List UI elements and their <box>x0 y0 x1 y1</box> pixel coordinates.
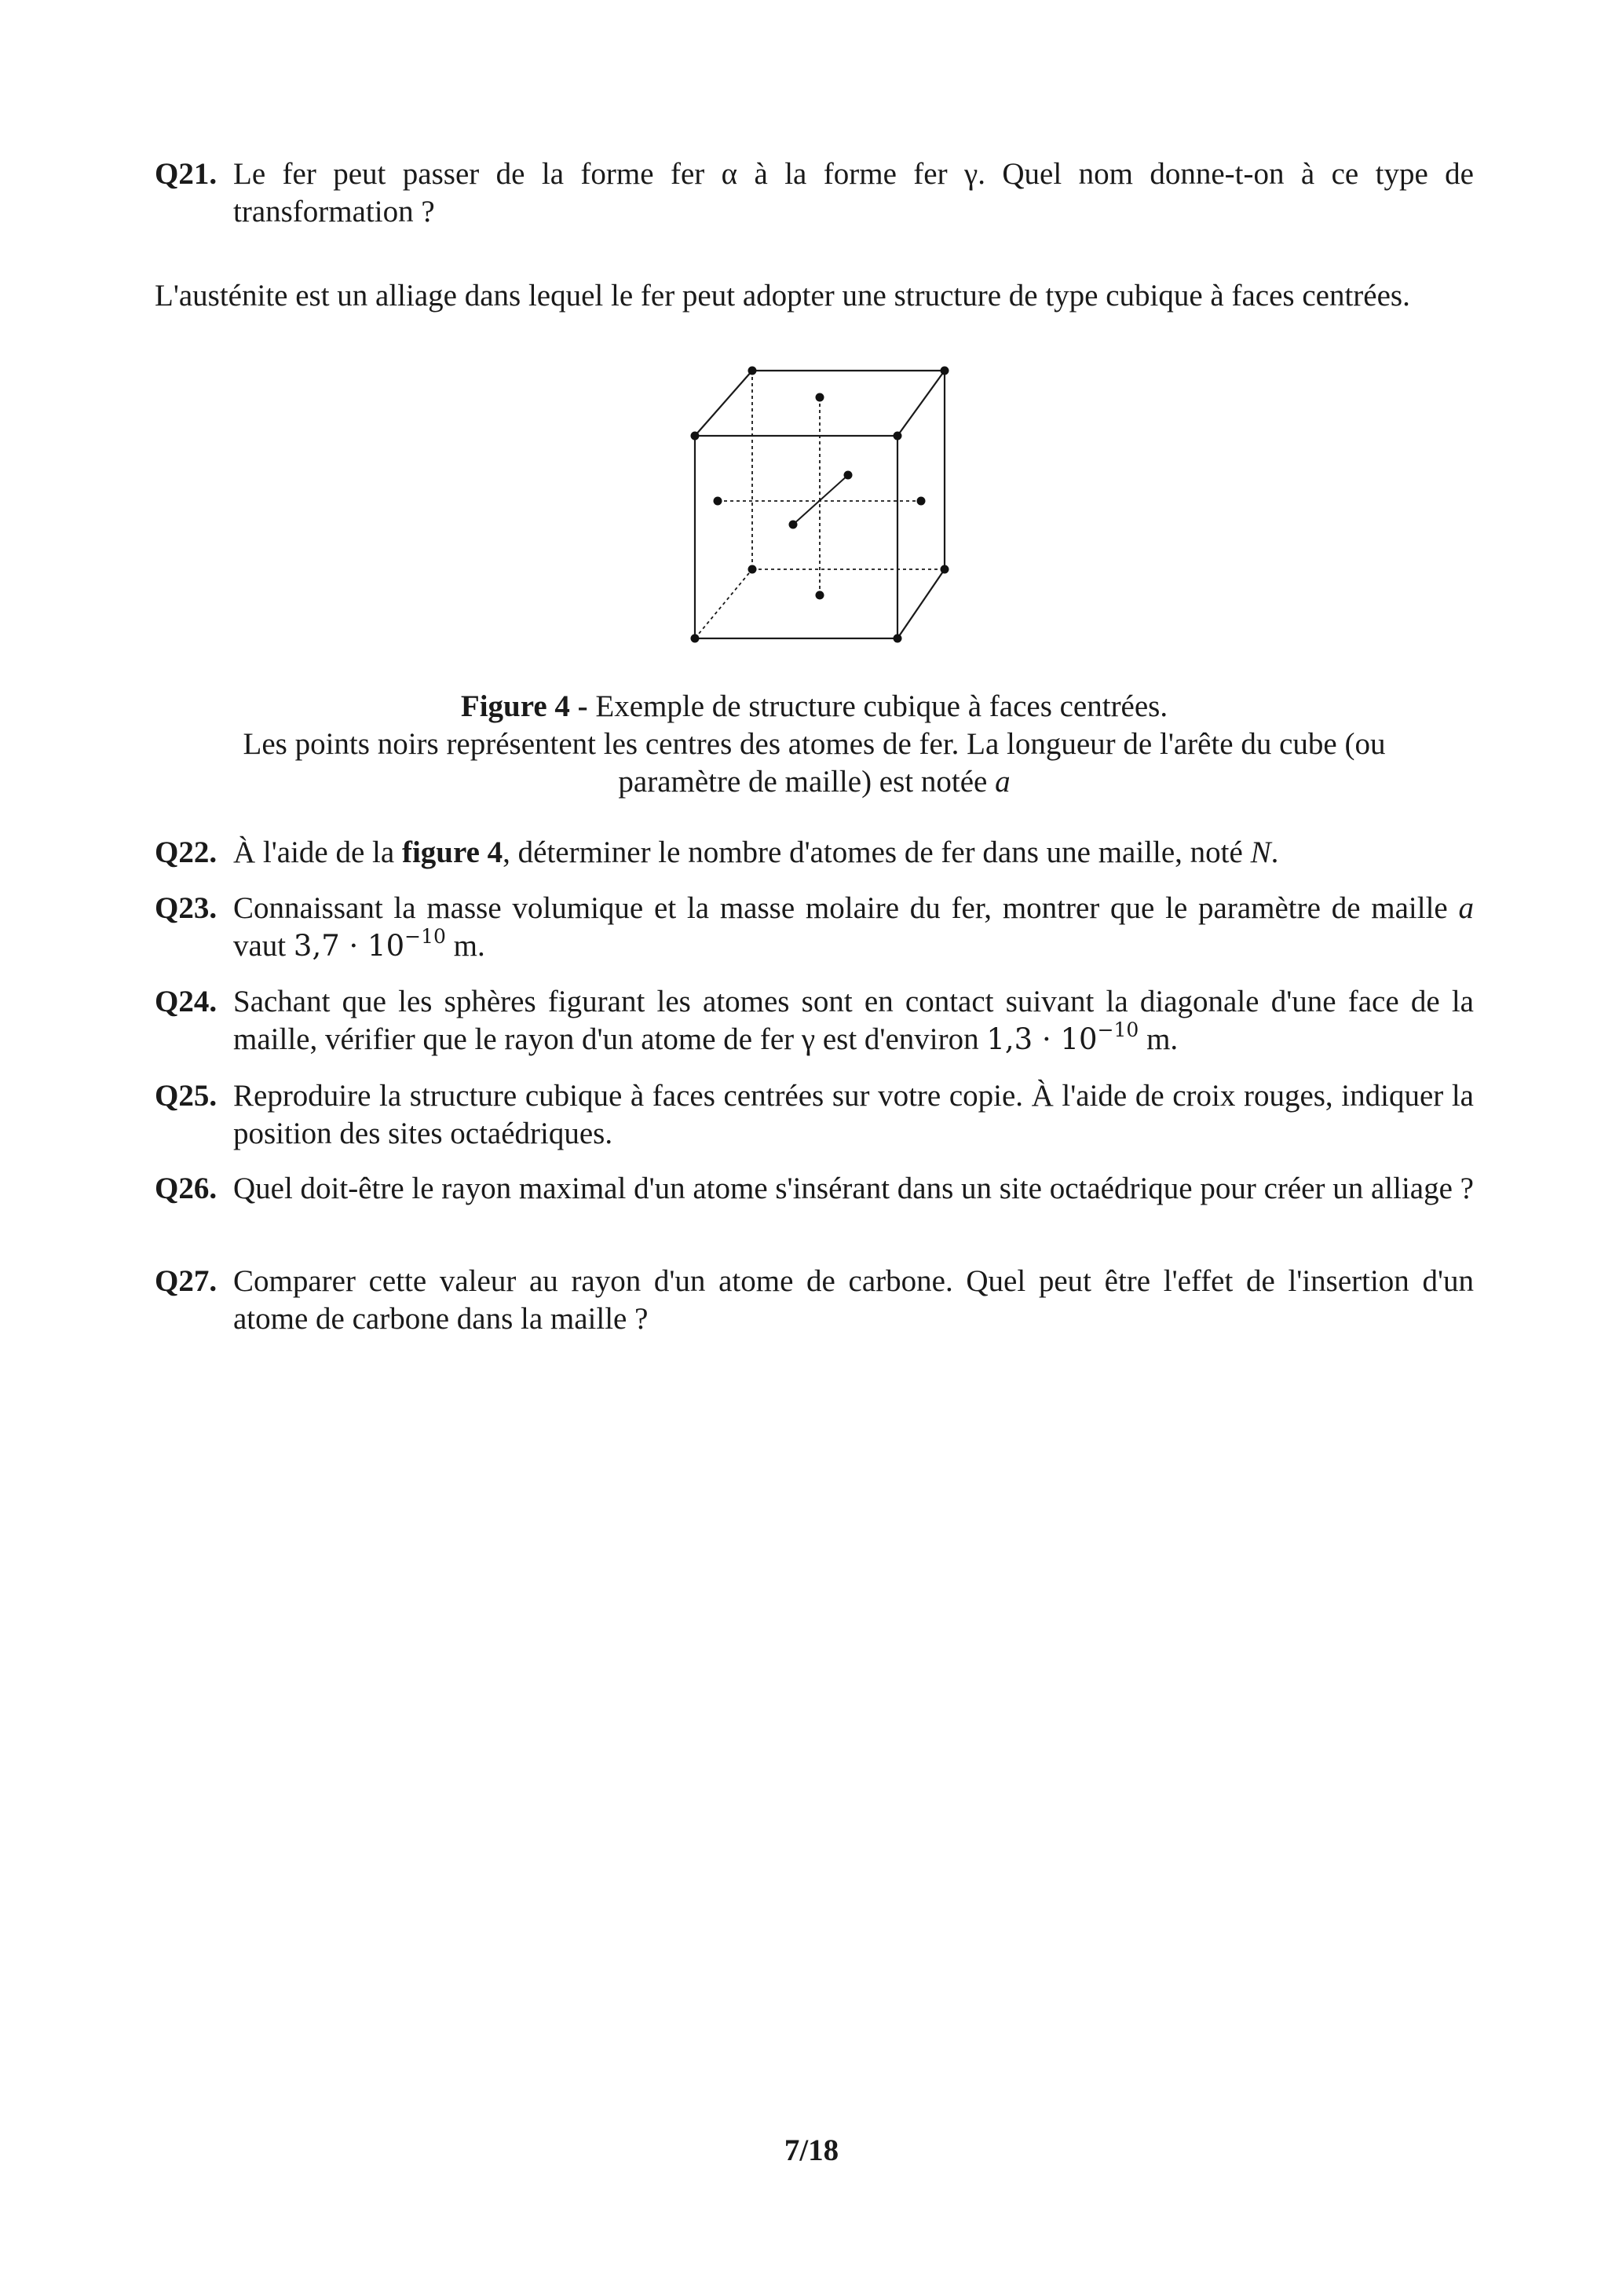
caption-line-3 <box>155 763 1474 801</box>
question-q22 <box>155 834 1474 872</box>
question-text <box>233 834 1474 872</box>
cube-front-face <box>695 436 897 638</box>
q22-text-post: , déterminer le nombre d'atomes de fer dans une maille, noté <box>503 835 1243 869</box>
question-text: Reproduire la structure cubique à faces centrées sur votre copie. À l'aide de croix rouges, indiquer la position des sites octaédriques. <box>233 1079 1474 1150</box>
math-exponent: −10 <box>404 925 446 948</box>
question-text: Comparer cette valeur au rayon d'un atome de carbone. Quel peut être l'effet de l'insertion d'un atome de carbone dans la maille ? <box>233 1264 1474 1336</box>
question-number: Q27. <box>155 1264 217 1298</box>
math-exponent: −10 <box>1097 1018 1139 1041</box>
atom-corner <box>748 367 757 375</box>
question-text: Quel doit-être le rayon maximal d'un atome s'insérant dans un site octaédrique pour créer un alliage ? <box>233 1172 1474 1205</box>
question-number: Q22. <box>155 835 217 869</box>
figure-reference: figure 4 <box>401 835 503 869</box>
caption-line-1 <box>155 688 1474 726</box>
question-text: Le fer peut passer de la forme fer α à la forme fer γ. Quel nom donne-t-on à ce type de transformation ? <box>233 157 1474 229</box>
intro-paragraph: L'austénite est un alliage dans lequel le fer peut adopter une structure de type cubique à faces centrées. <box>155 279 1410 313</box>
q22-text-end: . <box>1270 835 1279 869</box>
cube-hidden-diagonal <box>695 569 752 638</box>
axis-depth <box>793 475 848 525</box>
caption-line-2: Les points noirs représentent les centres des atomes de fer. La longueur de l'arête du cube (ou <box>243 727 1386 761</box>
math-mantissa: 1,3 · 10 <box>986 1022 1098 1056</box>
atom-corner <box>894 432 902 441</box>
question-number: Q24. <box>155 985 217 1018</box>
q23-text-pre: Connaissant la masse volumique et la masse molaire du fer, montrer que le paramètre de maille <box>233 891 1448 925</box>
q22-text-pre: À l'aide de la <box>233 835 395 869</box>
caption-text: Exemple de structure cubique à faces centrées. <box>595 689 1168 723</box>
atom-face-center <box>816 591 824 600</box>
q23-text-mid: vaut <box>233 929 287 963</box>
atom-corner <box>748 565 757 574</box>
caption-variable: a <box>995 765 1011 799</box>
question-number: Q23. <box>155 891 217 925</box>
atom-corner <box>691 634 700 643</box>
atom-corner <box>691 432 700 441</box>
cube-edge-bottom-right <box>897 569 945 638</box>
cube-edge-top-left <box>695 371 752 436</box>
question-q21 <box>155 155 1474 231</box>
unit: m. <box>1146 1022 1179 1056</box>
question-number: Q25. <box>155 1079 217 1113</box>
question-q23 <box>155 890 1474 965</box>
question-q27 <box>155 1263 1474 1338</box>
question-q26 <box>155 1170 1474 1208</box>
question-number: Q21. <box>155 157 217 191</box>
atom-face-center <box>714 497 722 506</box>
atom-face-center <box>789 521 798 529</box>
question-q25 <box>155 1077 1474 1153</box>
fcc-cube-figure <box>675 357 958 644</box>
variable-a: a <box>1458 891 1475 925</box>
page-number: 7/18 <box>784 2133 839 2167</box>
math-value <box>986 1018 1139 1056</box>
question-number: Q26. <box>155 1172 217 1205</box>
question-q24 <box>155 983 1474 1058</box>
atom-corner <box>941 367 949 375</box>
atom-corner <box>894 634 902 643</box>
math-mantissa: 3,7 · 10 <box>293 929 405 963</box>
atom-face-center <box>917 497 926 506</box>
variable-n: N <box>1250 835 1271 869</box>
atom-corner <box>941 565 949 574</box>
math-value <box>293 925 446 963</box>
atom-face-center <box>816 393 824 402</box>
question-text <box>233 890 1474 965</box>
atom-face-center <box>844 471 853 480</box>
caption-label: Figure 4 - <box>460 689 588 723</box>
cube-edge-top-right <box>897 371 945 436</box>
unit: m. <box>453 929 485 963</box>
question-text <box>233 983 1474 1058</box>
q24-text-pre: Sachant que les sphères figurant les atomes sont en contact suivant la diagonale d'une face de la maille, vérifier que le rayon d'un atome de fer γ est d'environ <box>233 985 1474 1056</box>
figure-caption <box>155 688 1474 801</box>
caption-line-3-text: paramètre de maille) est notée <box>618 765 988 799</box>
